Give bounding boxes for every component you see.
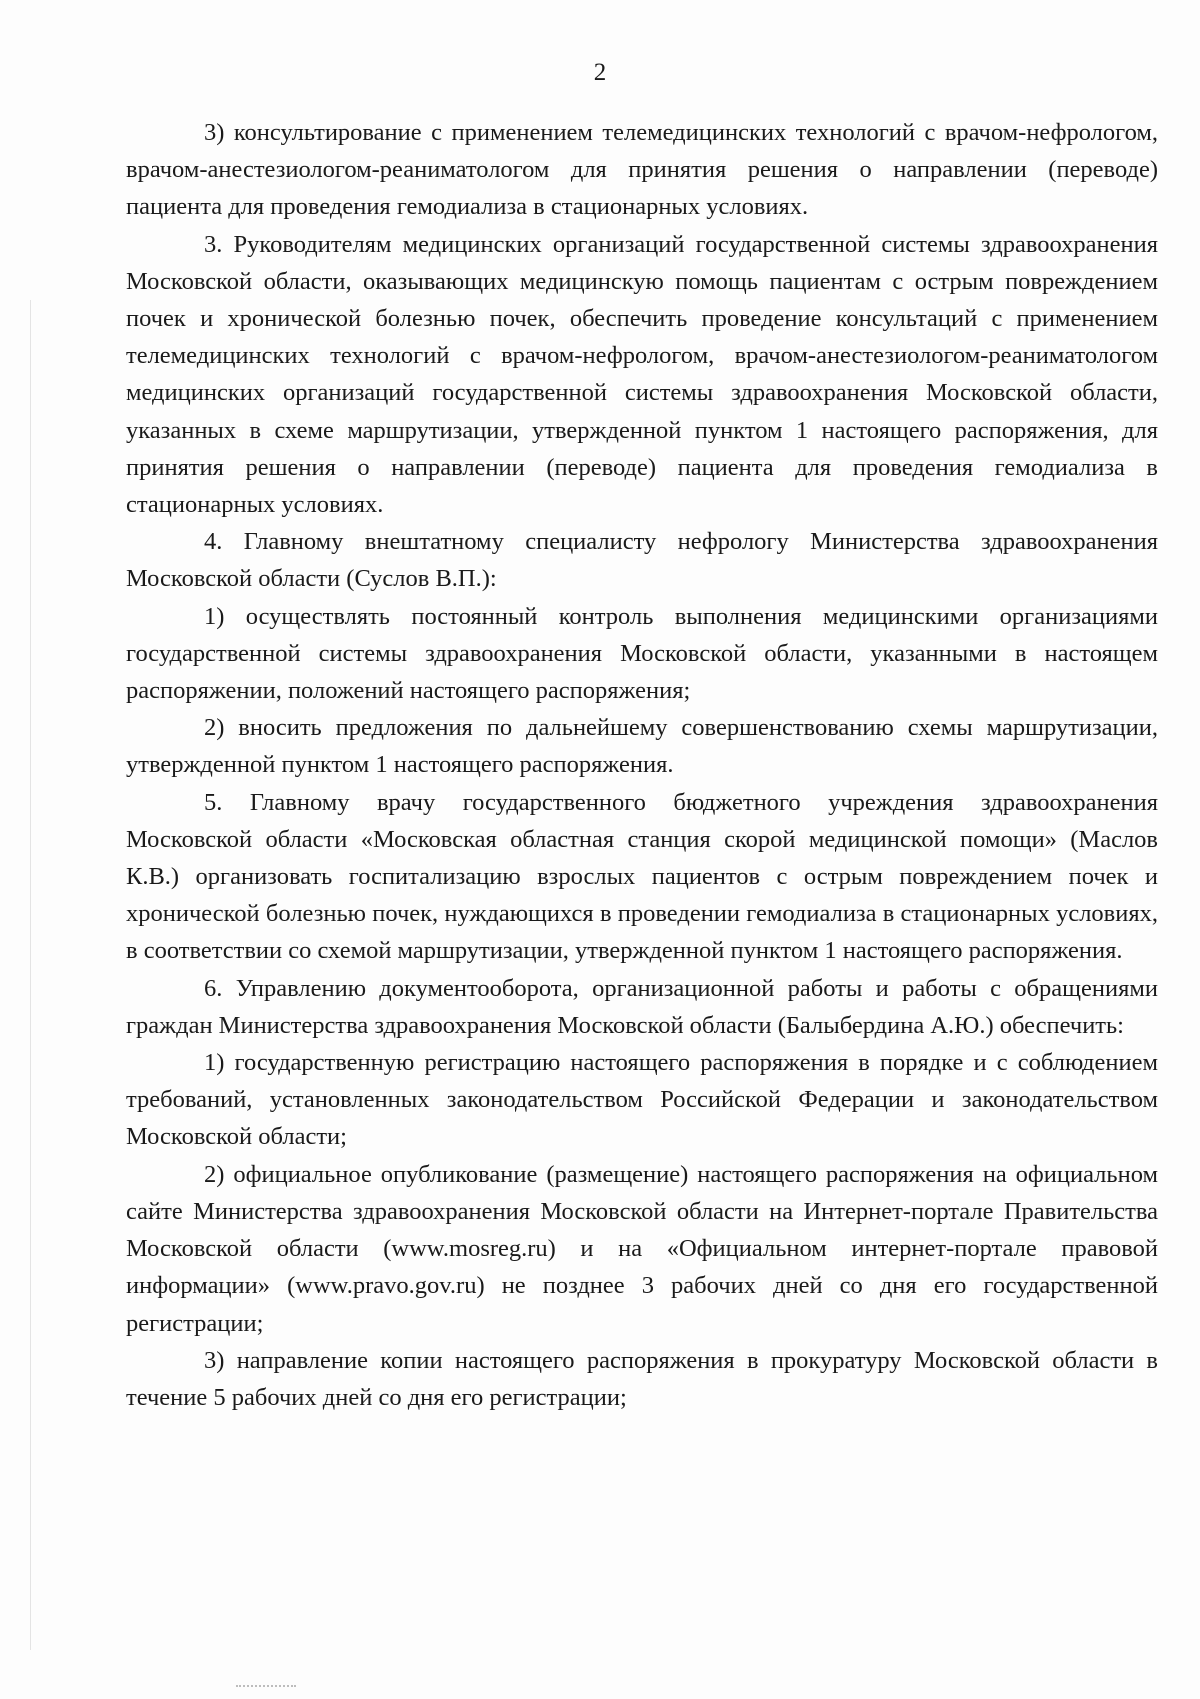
scan-edge-line (30, 300, 31, 1650)
paragraph-4-2: 2) вносить предложения по дальнейшему совершенствованию схемы маршрутизации, утвержденной пунктом 1 настоящего распоряжения. (126, 714, 1158, 779)
cut-off-next-line-mark (236, 1685, 296, 1693)
page-number: 2 (593, 59, 607, 86)
document-body (126, 114, 1158, 1416)
paragraph-6-2: 2) официальное опубликование (размещение) настоящего распоряжения на официальном сайте Министерства здравоохранения Московской области на Интернет-портале Правительства Московской области (www.mosreg.ru) и на «Официальном интернет-портале правовой информации» (www.pravo.gov.ru) не позднее 3 рабочих дней со дня его государственной регистрации; (126, 1160, 1158, 1337)
paragraph-4-1: 1) осуществлять постоянный контроль выполнения медицинскими организациями государственной системы здравоохранения Московской области, указанными в настоящем распоряжении, положений настоящего распоряжения; (126, 602, 1158, 705)
paragraph-item-5: 5. Главному врачу государственного бюджетного учреждения здравоохранения Московской области «Московская областная станция скорой медицинской помощи» (Маслов К.В.) организовать госпитализацию взрослых пациентов с острым повреждением почек и хронической болезнью почек, нуждающихся в проведении гемодиализа в стационарных условиях, в соответствии со схемой маршрутизации, утвержденной пунктом 1 настоящего распоряжения. (126, 788, 1158, 965)
paragraph-6-3: 3) направление копии настоящего распоряжения в прокуратуру Московской области в течение 5 рабочих дней со дня его регистрации; (126, 1346, 1158, 1411)
paragraph-3-3: 3) консультирование с применением телемедицинских технологий с врачом-нефрологом, врачом-анестезиологом-реаниматологом для принятия решения о направлении (переводе) пациента для проведения гемодиализа в стационарных условиях. (126, 119, 1158, 221)
paragraph-6-1: 1) государственную регистрацию настоящего распоряжения в порядке и с соблюдением требований, установленных законодательством Российской Федерации и законодательством Московской области; (126, 1049, 1158, 1151)
paragraph-item-4: 4. Главному внештатному специалисту нефрологу Министерства здравоохранения Московской области (Суслов В.П.): (126, 528, 1158, 593)
paragraph-item-3: 3. Руководителям медицинских организаций государственной системы здравоохранения Московской области, оказывающих медицинскую помощь пациентам с острым повреждением почек и хронической болезнью почек, обеспечить проведение консультаций с применением телемедицинских технологий с врачом-нефрологом, врачом-анестезиологом-реаниматологом медицинских организаций государственной системы здравоохранения Московской области, указанных в схеме маршрутизации, утвержденной пунктом 1 настоящего распоряжения, для принятия решения о направлении (переводе) пациента для проведения гемодиализа в стационарных условиях. (126, 230, 1158, 519)
paragraph-item-6: 6. Управлению документооборота, организационной работы и работы с обращениями граждан Министерства здравоохранения Московской области (Балыбердина А.Ю.) обеспечить: (126, 974, 1158, 1039)
